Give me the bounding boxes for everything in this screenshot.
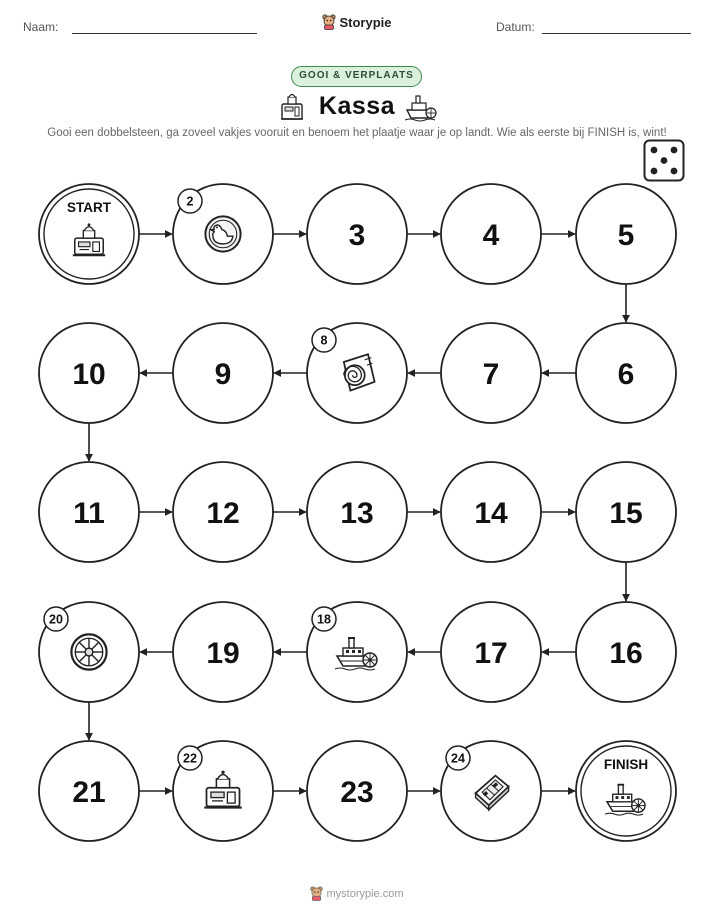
cell-number: 12 — [206, 497, 240, 530]
cell-number: 14 — [474, 497, 508, 530]
cell-number: 9 — [214, 358, 232, 391]
cell-number: 17 — [474, 637, 508, 670]
board-cell-10 — [39, 323, 139, 423]
cell-number: 19 — [206, 637, 240, 670]
cell-number: 6 — [617, 358, 635, 391]
cell-number: 3 — [348, 219, 366, 252]
name-label: Naam: — [23, 20, 59, 34]
board-cell-15 — [576, 462, 676, 562]
cell-number: 11 — [73, 497, 105, 530]
cell-number: 13 — [340, 497, 374, 530]
coin-icon — [205, 216, 240, 251]
board-cell-11 — [39, 462, 139, 562]
cell-number: 8 — [320, 333, 328, 348]
board-cell-1 — [39, 184, 139, 284]
cell-number: 10 — [72, 358, 106, 391]
finish-label: FINISH — [603, 757, 649, 772]
game-type-badge: GOOI & VERPLAATS — [291, 66, 422, 87]
board-cell-9 — [173, 323, 273, 423]
board-cell-23 — [307, 741, 407, 841]
page-title: Kassa — [318, 92, 396, 120]
board-cell-19 — [173, 602, 273, 702]
cell-number: 24 — [451, 751, 465, 766]
cell-number: 4 — [482, 219, 500, 252]
footer — [0, 886, 714, 901]
board-cell-7 — [441, 323, 541, 423]
board-cell-22 — [173, 741, 273, 841]
board-cell-8 — [307, 323, 407, 423]
cell-number: 23 — [340, 776, 374, 809]
cell-number: 7 — [482, 358, 500, 391]
board-cell-14 — [441, 462, 541, 562]
board-cell-16 — [576, 602, 676, 702]
instructions-text: Gooi een dobbelsteen, ga zoveel vakjes vooruit en benoem het plaatje waar je op landt. Wie als eerste bij FINISH is, wint! — [47, 127, 667, 139]
board-cell-18 — [307, 602, 407, 702]
cell-number: 20 — [49, 612, 63, 627]
cell-number: 15 — [609, 497, 643, 530]
board-cell-13 — [307, 462, 407, 562]
board-cell-21 — [39, 741, 139, 841]
board-cell-20 — [39, 602, 139, 702]
storypie-mascot-icon — [310, 886, 323, 901]
cell-number: 5 — [617, 219, 635, 252]
cell-number: 18 — [317, 612, 331, 627]
cell-number: 22 — [183, 751, 197, 766]
board-cell-3 — [307, 184, 407, 284]
cell-number: 2 — [186, 194, 194, 209]
board-cell-24 — [441, 741, 541, 841]
footer-url: mystorypie.com — [326, 888, 404, 900]
board-cell-4 — [441, 184, 541, 284]
cell-number: 16 — [609, 637, 643, 670]
brand-name: Storypie — [339, 15, 392, 30]
board-cell-5 — [576, 184, 676, 284]
date-label: Datum: — [496, 20, 535, 34]
board-cell-6 — [576, 323, 676, 423]
cell-number: 21 — [72, 776, 106, 809]
board-cell-25 — [576, 741, 676, 841]
board-cell-2 — [173, 184, 273, 284]
board-cell-17 — [441, 602, 541, 702]
board-cell-12 — [173, 462, 273, 562]
start-label: START — [67, 200, 111, 215]
wheel-icon — [71, 634, 106, 669]
